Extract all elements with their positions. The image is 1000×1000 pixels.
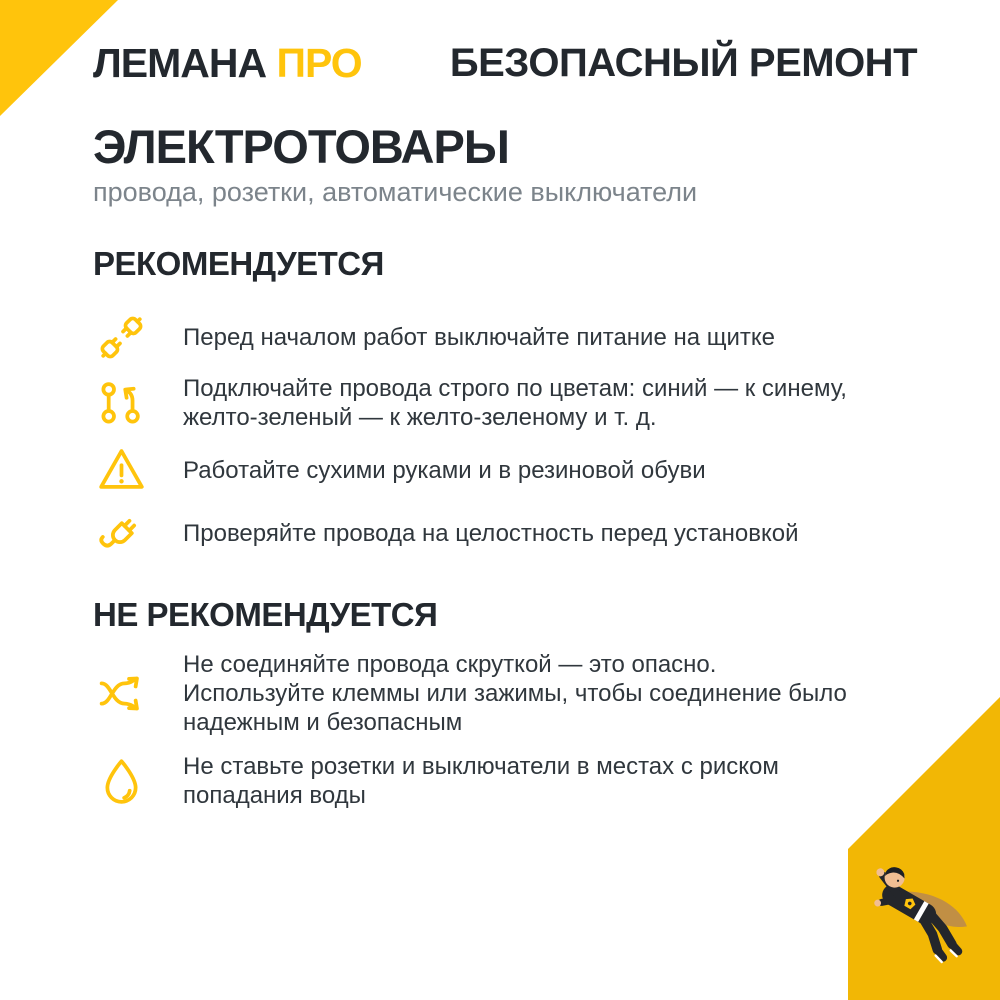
plug-cable-icon bbox=[93, 505, 150, 562]
list-item-text: Проверяйте провода на целостность перед установкой bbox=[183, 520, 799, 547]
not-recommended-heading: НЕ РЕКОМЕНДУЕТСЯ bbox=[93, 596, 438, 633]
unplugged-connectors-icon bbox=[93, 309, 150, 366]
wire-color-matching-icon bbox=[93, 375, 150, 432]
brand-logo-primary: ЛЕМАНА bbox=[93, 40, 267, 86]
brand-logo bbox=[93, 40, 362, 87]
list-item bbox=[93, 650, 923, 737]
recommended-heading: РЕКОМЕНДУЕТСЯ bbox=[93, 245, 384, 282]
twisted-wires-shuffle-icon bbox=[93, 665, 150, 722]
list-item bbox=[93, 505, 923, 562]
list-item-text: Не соединяйте провода скруткой — это опасно. Используйте клеммы или зажимы, чтобы соединение было надежным и безопасным bbox=[183, 651, 847, 736]
list-item-text: Работайте сухими руками и в резиновой обуви bbox=[183, 457, 706, 484]
flying-handyman-mascot bbox=[832, 843, 992, 978]
list-item bbox=[93, 752, 923, 810]
list-item bbox=[93, 309, 923, 366]
list-item-text: Подключайте провода строго по цветам: синий — к синему, желто-зеленый — к желто-зеленому и т. д. bbox=[183, 375, 847, 431]
header bbox=[93, 40, 917, 87]
list-item-text: Перед началом работ выключайте питание на щитке bbox=[183, 324, 775, 351]
campaign-title: БЕЗОПАСНЫЙ РЕМОНТ bbox=[449, 41, 917, 85]
page-title: ЭЛЕКТРОТОВАРЫ bbox=[93, 120, 509, 173]
warning-triangle-icon bbox=[93, 442, 150, 499]
list-item bbox=[93, 442, 923, 499]
page-subtitle: провода, розетки, автоматические выключатели bbox=[93, 177, 698, 207]
water-drop-icon bbox=[93, 753, 150, 810]
list-item bbox=[93, 374, 923, 432]
brand-logo-accent: ПРО bbox=[276, 40, 362, 86]
list-item-text: Не ставьте розетки и выключатели в местах с риском попадания воды bbox=[183, 753, 779, 809]
